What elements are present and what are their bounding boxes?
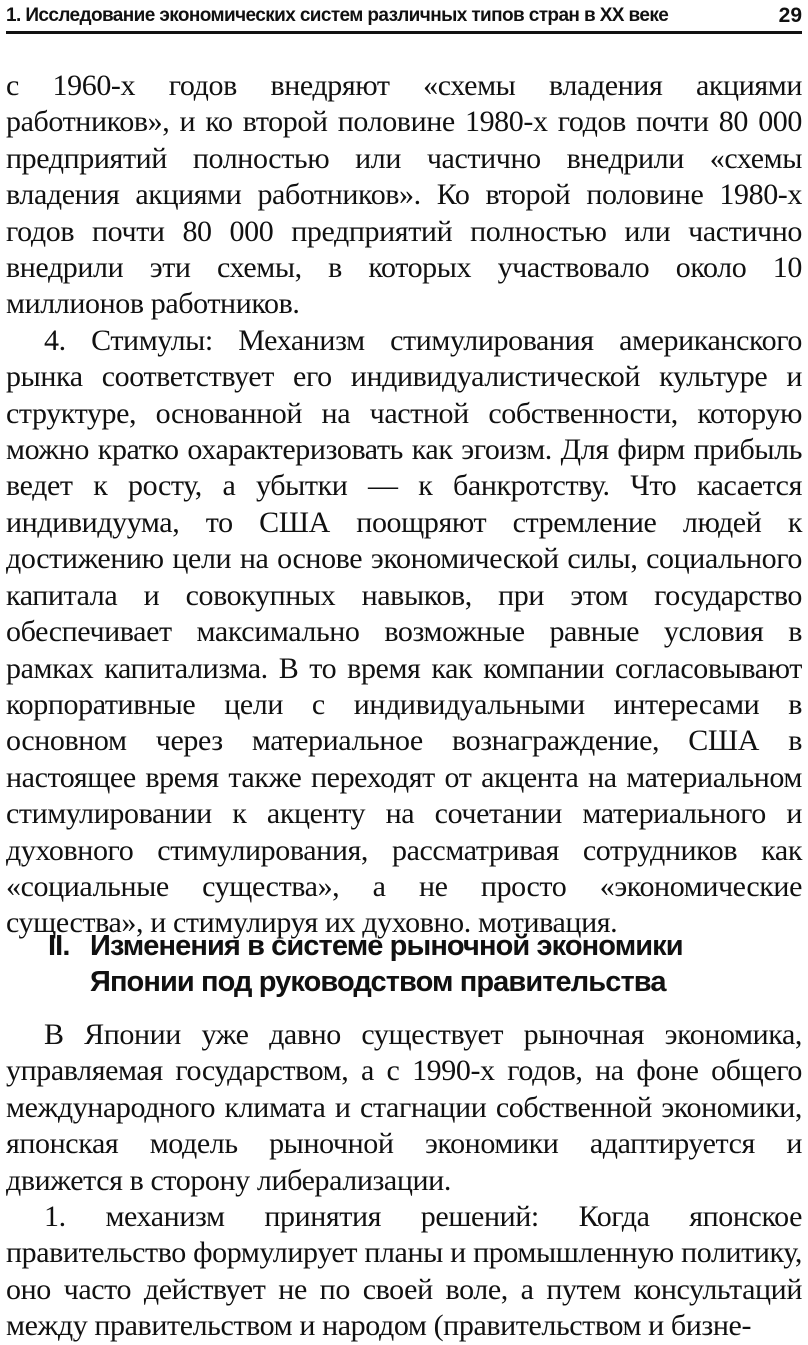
paragraph-incentives: 4. Стимулы: Механизм стимулирования американского рынка соответствует его индивидуалистической культуре и структуре, основанной на частной собственности, которую можно кратко охарактеризовать как эгоизм. Для фирм прибыль ведет к росту, а убытки — к банкротству. Что касается индивидуума, то США поощряют стремление людей к достижению цели на основе экономической силы, социального капитала и совокупных навыков, при этом государство обеспечивает максимально возможные равные условия в рамках капитализма. В то время как компании согласовывают корпоративные цели с индивидуальными интересами в основном через материальное вознаграждение, США в настоящее время также переходят от акцента на материальном стимулировании к акценту на сочетании материального и духовного стимулирования, рассматривая сотрудников как «социальные существа», а не просто «экономические существа», и стимулируя их духовно. мотивация.	[6, 323, 802, 940]
section-title-line-2: Японии под руководством правительства	[90, 966, 666, 998]
running-header	[6, 2, 802, 30]
running-title: 1. Исследование экономических систем различных типов стран в XX веке	[6, 5, 669, 26]
body-text-top	[6, 68, 802, 942]
page-number: 29	[778, 4, 802, 27]
body-text-bottom	[6, 1017, 802, 1345]
header-rule	[6, 31, 802, 34]
paragraph-decision-mechanism: 1. механизм принятия решений: Когда японское правительство формулирует планы и промышленную политику, оно часто действует не по своей воле, а путем консультаций между правительством и народом (правительством и бизне-	[6, 1200, 802, 1343]
section-heading	[48, 928, 788, 1000]
section-title-line-1: Изменения в системе рыночной экономики	[90, 930, 683, 962]
paragraph-japan-market: В Японии уже давно существует рыночная экономика, управляемая государством, а с 1990-х годов, на фоне общего международного климата и стагнации собственной экономики, японская модель рыночной экономики адаптируется и движется в сторону либерализации.	[6, 1018, 802, 1197]
paragraph-employee-ownership: с 1960-х годов внедряют «схемы владения акциями работников», и ко второй половине 1980-х годов почти 80 000 предприятий полностью или частично внедрили «схемы владения акциями работников». Ко второй половине 1980-х годов почти 80 000 предприятий полностью или частично внедрили эти схемы, в которых участвовало около 10 миллионов работников.	[6, 69, 802, 321]
section-number: II.	[48, 930, 70, 962]
